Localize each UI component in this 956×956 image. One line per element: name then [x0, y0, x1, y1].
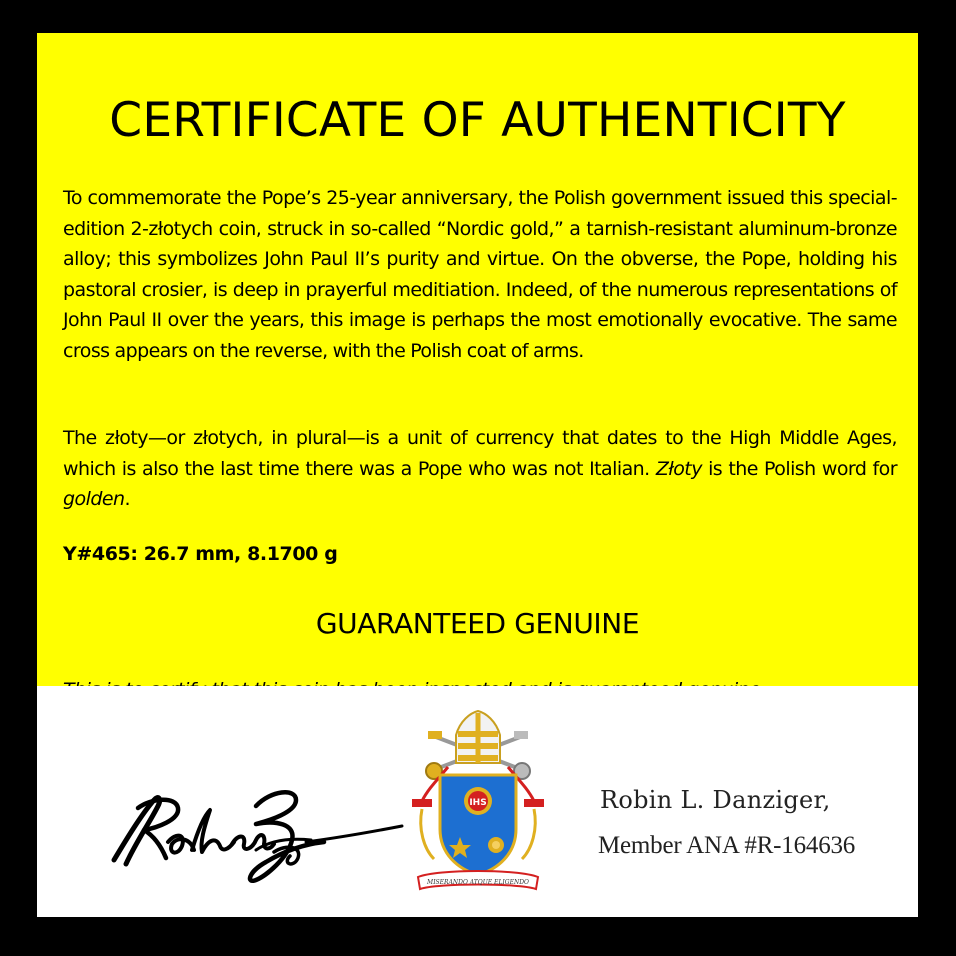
coin-specs: Y#465: 26.7 mm, 8.1700 g: [63, 543, 338, 565]
description-paragraph: To commemorate the Pope’s 25-year anniversary, the Polish government issued this special-edition 2-złotych coin, struck in so-called “Nordic gold,” a tarnish-resistant aluminum-bronze alloy; this symbolizes John Paul II’s purity and virtue. On the obverse, the Pope, holding his pastoral crosier, is deep in prayerful meditiation. Indeed, of the numerous representations of John Paul II over the years, this image is perhaps the most emotionally evocative. The same cross appears on the reverse, with the Polish coat of arms.: [63, 187, 897, 362]
signature-image: [106, 780, 406, 890]
signer-name: Robin L. Danziger,: [600, 786, 831, 814]
papal-coat-of-arms-icon: [408, 709, 548, 895]
currency-paragraph: [63, 423, 897, 515]
currency-paragraph-mid: is the Polish word for: [701, 457, 897, 480]
golden-translation: golden: [63, 488, 125, 510]
currency-paragraph-end: .: [124, 488, 130, 510]
signer-membership: Member ANA #R-164636: [598, 832, 856, 859]
certificate-title: CERTIFICATE OF AUTHENTICITY: [109, 93, 846, 148]
guarantee-heading: GUARANTEED GENUINE: [315, 607, 640, 640]
currency-paragraph-text: The złoty—or złotych, in plural—is a unit of currency that dates to the High Middle Ages, which is also the last time there was a Pope who was not Italian.: [63, 427, 897, 480]
certificate-body: [37, 33, 918, 686]
zloty-term: Złoty: [655, 457, 702, 480]
ihs-monogram: IHS: [469, 798, 487, 808]
motto-text: MISERANDO ATQUE ELIGENDO: [427, 879, 529, 886]
